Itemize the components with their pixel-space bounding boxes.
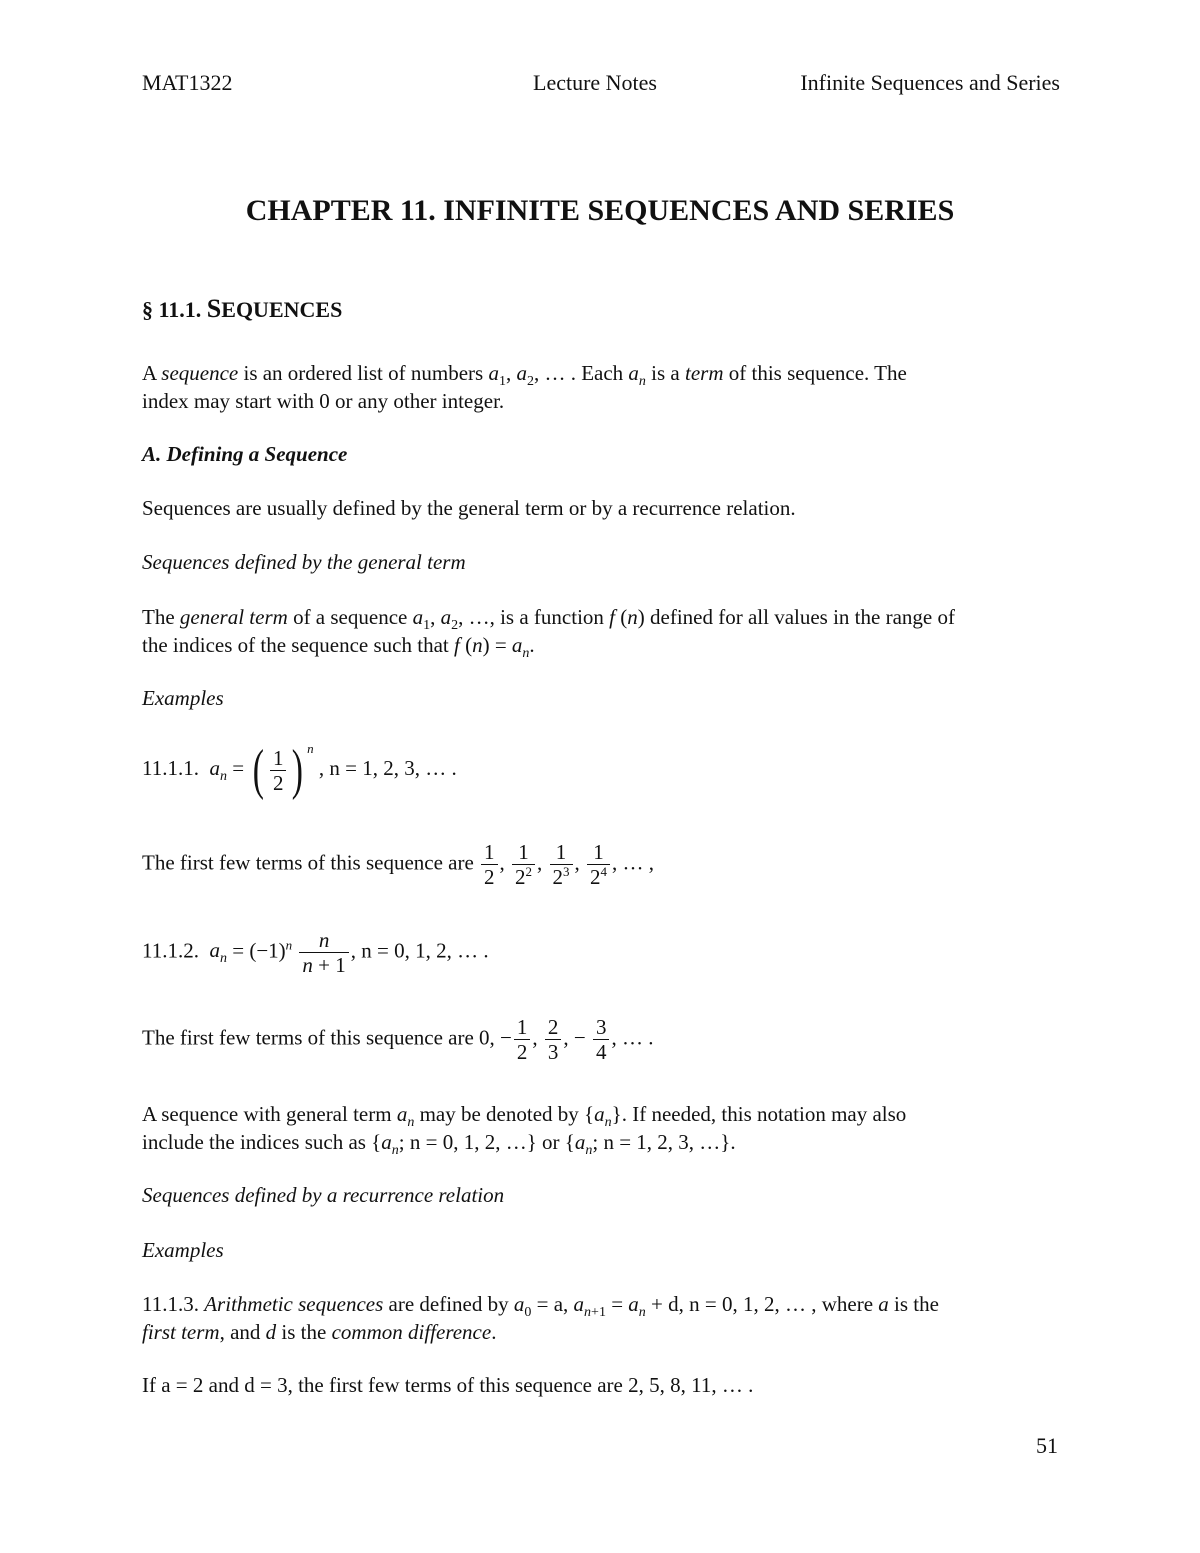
recurrence-heading: Sequences defined by a recurrence relation bbox=[142, 1183, 505, 1207]
notation-paragraph: A sequence with general term $a_n$ may be denoted by $\{a_n\}$. If needed, this notation may also include the indices such as {$a_n$; n = 0, 1, 2, …} or {$a_n$; n = 1, 2, 3, …}. bbox=[142, 1102, 907, 1159]
defined-by-paragraph: Sequences are usually defined by the general term or by a recurrence relation. bbox=[142, 496, 796, 520]
example-11-1-2: 11.1.2. $a_n = (-1)^n$ $\frac{n}{n + 1}$ , n = 0, 1, 2, … . bbox=[142, 928, 489, 977]
examples-label-2: Examples bbox=[142, 1238, 224, 1262]
page-number: 51 bbox=[1036, 1433, 1058, 1458]
header-middle: Lecture Notes bbox=[533, 70, 657, 95]
section-title-rest: EQUENCES bbox=[221, 297, 343, 322]
term-general-term: general term bbox=[179, 605, 288, 629]
examples-label-1: Examples bbox=[142, 686, 224, 710]
example-label: 11.1.1. bbox=[142, 755, 199, 780]
header-right: Infinite Sequences and Series bbox=[800, 70, 1060, 95]
header-course: MAT1322 bbox=[142, 70, 233, 95]
example-11-1-3: 11.1.3. Arithmetic sequences are defined by $a_0 = a$, $a_{n+1} = a_n + d$, n = 0, 1, 2, … , where a is the first term, and d is the common difference. bbox=[142, 1292, 939, 1344]
chapter-title: CHAPTER 11. INFINITE SEQUENCES AND SERIES bbox=[245, 194, 955, 227]
intro-paragraph: A sequence is an ordered list of numbers $a_1$, $a_2$, … . Each $a_n$ is a term of this sequence. The index may start with 0 or any other integer. bbox=[142, 361, 907, 413]
term-sequence: sequence bbox=[161, 361, 239, 385]
subsection-heading-a: A. Defining a Sequence bbox=[142, 442, 348, 466]
example-label: 11.1.3. bbox=[142, 1292, 205, 1316]
term-common-difference: common difference bbox=[331, 1320, 492, 1344]
term-first-term: first term bbox=[142, 1320, 220, 1344]
term-arithmetic-sequences: Arithmetic sequences bbox=[204, 1292, 384, 1316]
general-term-heading: Sequences defined by the general term bbox=[142, 550, 466, 574]
example-11-1-1: 11.1.1. $a_n$ = ( $\frac{1}{2}$ ) $^n$ , n = 1, 2, 3, … . bbox=[142, 739, 457, 801]
example-11-1-1-terms: The first few terms of this sequence are $\frac{1}{2}$ , $\frac{1}{2^2}$ , $\frac{1}{2^3}$ , $\frac{1}{2^4}$ , … , bbox=[142, 840, 655, 889]
example-11-1-2-terms: The first few terms of this sequence are 0, − $\frac{1}{2}$ , $\frac{2}{3}$ , − $\frac{3}{4}$ , … . bbox=[142, 1015, 654, 1064]
term-term: term bbox=[685, 361, 724, 385]
example-11-1-3-instance: If a = 2 and d = 3, the first few terms of this sequence are 2, 5, 8, 11, … . bbox=[142, 1373, 754, 1397]
example-label: 11.1.2. bbox=[142, 938, 199, 963]
general-term-paragraph: The general term of a sequence $a_1$, $a_2$, …, is a function f (n) defined for all values in the range of the indices of the sequence such that f $(n) = a_n$. bbox=[142, 605, 955, 662]
section-title-first: S bbox=[206, 294, 222, 323]
section-heading bbox=[142, 294, 342, 324]
section-number: § 11.1. bbox=[142, 297, 207, 322]
